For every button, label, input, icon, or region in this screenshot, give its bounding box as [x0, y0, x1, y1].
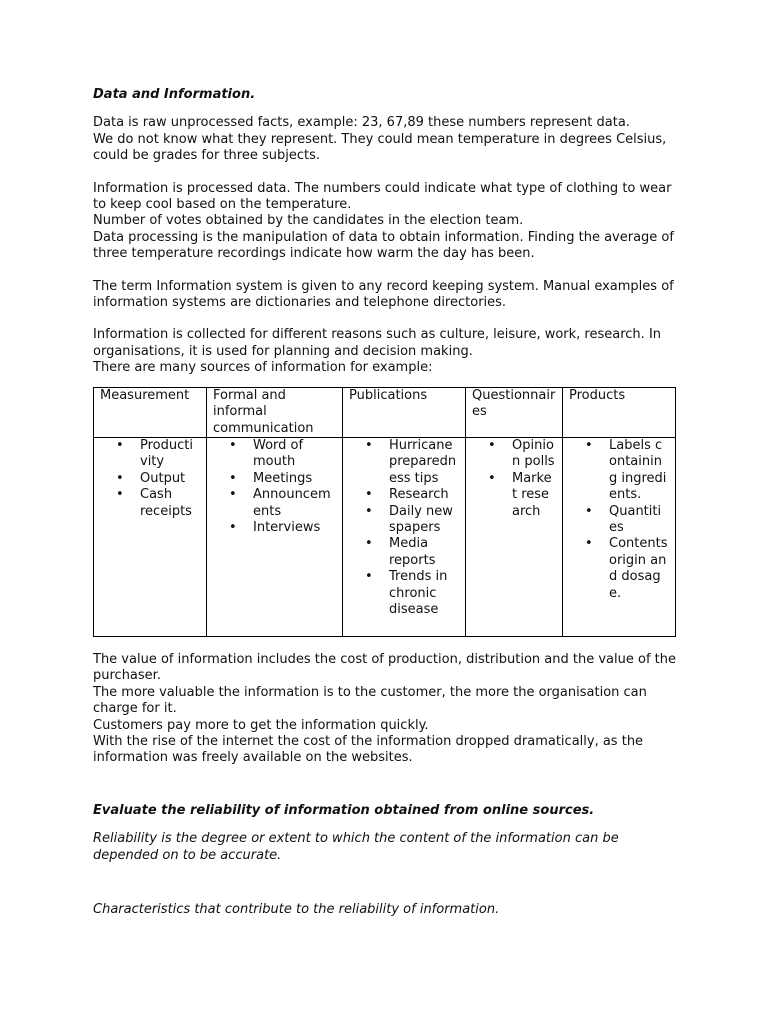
- bullet-list: [472, 438, 556, 520]
- bullet-list: [569, 438, 669, 602]
- table-header-cell: Products: [563, 387, 676, 437]
- list-item: • Output: [140, 471, 200, 487]
- information-paragraph: [93, 181, 678, 263]
- table-row: [94, 437, 676, 636]
- table-cell: [563, 437, 676, 636]
- bullet-list: [349, 438, 459, 618]
- collected-paragraph: [93, 327, 678, 376]
- document-page: [93, 87, 678, 918]
- collected-line: Information is collected for different reasons such as culture, leisure, work, research. In organisations, it is used for planning and decision making.: [93, 327, 662, 359]
- list-item: • Cash receipts: [140, 487, 200, 520]
- reliability-definition: Reliability is the degree or extent to which the content of the information can be depended on to be accurate.: [93, 831, 619, 863]
- list-item: • Quantities: [609, 504, 669, 537]
- list-item: • Hurricane preparedness tips: [389, 438, 459, 487]
- intro-line: Data is raw unprocessed facts, example: 23, 67,89 these numbers represent data.: [93, 115, 630, 131]
- value-line: The value of information includes the cost of production, distribution and the value of the purchaser.: [93, 651, 676, 684]
- value-line: The more valuable the information is to the customer, the more the organisation can charge for it.: [93, 684, 647, 717]
- table-header-cell: Publications: [343, 387, 466, 437]
- table-header-cell: Measurement: [94, 387, 207, 437]
- system-paragraph: [93, 279, 678, 312]
- table-cell: [343, 437, 466, 636]
- system-line: The term Information system is given to any record keeping system. Manual examples of information systems are dictionaries and telephone directories.: [93, 278, 674, 311]
- list-item: • Word of mouth: [253, 438, 336, 471]
- intro-line: We do not know what they represent. They could mean temperature in degrees Celsius, could be grades for three subjects.: [93, 131, 667, 164]
- list-item: • Productivity: [140, 438, 200, 471]
- table-header-cell: Formal and informal communication: [207, 387, 343, 437]
- question-heading: Evaluate the reliability of information obtained from online sources.: [93, 802, 595, 818]
- bullet-list: [100, 438, 200, 520]
- list-item: • Announcements: [253, 487, 336, 520]
- information-line: Number of votes obtained by the candidates in the election team.: [93, 213, 524, 229]
- value-paragraph: [93, 652, 678, 767]
- table-cell: [207, 437, 343, 636]
- table-cell: [466, 437, 563, 636]
- table-header-row: [94, 387, 676, 437]
- value-line: Customers pay more to get the information quickly.: [93, 717, 429, 733]
- sources-table: [93, 387, 676, 637]
- table-header-cell: Questionnaires: [466, 387, 563, 437]
- list-item: • Daily newspapers: [389, 504, 459, 537]
- list-item: • Media reports: [389, 536, 459, 569]
- list-item: • Market research: [512, 471, 556, 520]
- list-item: • Interviews: [253, 520, 336, 536]
- value-line: With the rise of the internet the cost of the information dropped dramatically, as the information was freely available on the websites.: [93, 733, 644, 766]
- intro-paragraph: [93, 115, 678, 164]
- list-item: • Research: [389, 487, 459, 503]
- list-item: • Opinion polls: [512, 438, 556, 471]
- information-line: Data processing is the manipulation of data to obtain information. Finding the average of three temperature recordings indicate how warm the day has been.: [93, 229, 674, 262]
- document-title: Data and Information.: [93, 87, 256, 102]
- information-line: Information is processed data. The numbers could indicate what type of clothing to wear to keep cool based on the temperature.: [93, 180, 672, 213]
- list-item: • Trends in chronic disease: [389, 569, 459, 618]
- list-item: • Labels containing ingredients.: [609, 438, 669, 504]
- table-cell: [94, 437, 207, 636]
- list-item: • Meetings: [253, 471, 336, 487]
- characteristics-line: Characteristics that contribute to the reliability of information.: [93, 901, 500, 917]
- bullet-list: [213, 438, 336, 536]
- list-item: • Contents origin and dosage.: [609, 536, 669, 602]
- collected-line: There are many sources of information for example:: [93, 360, 433, 376]
